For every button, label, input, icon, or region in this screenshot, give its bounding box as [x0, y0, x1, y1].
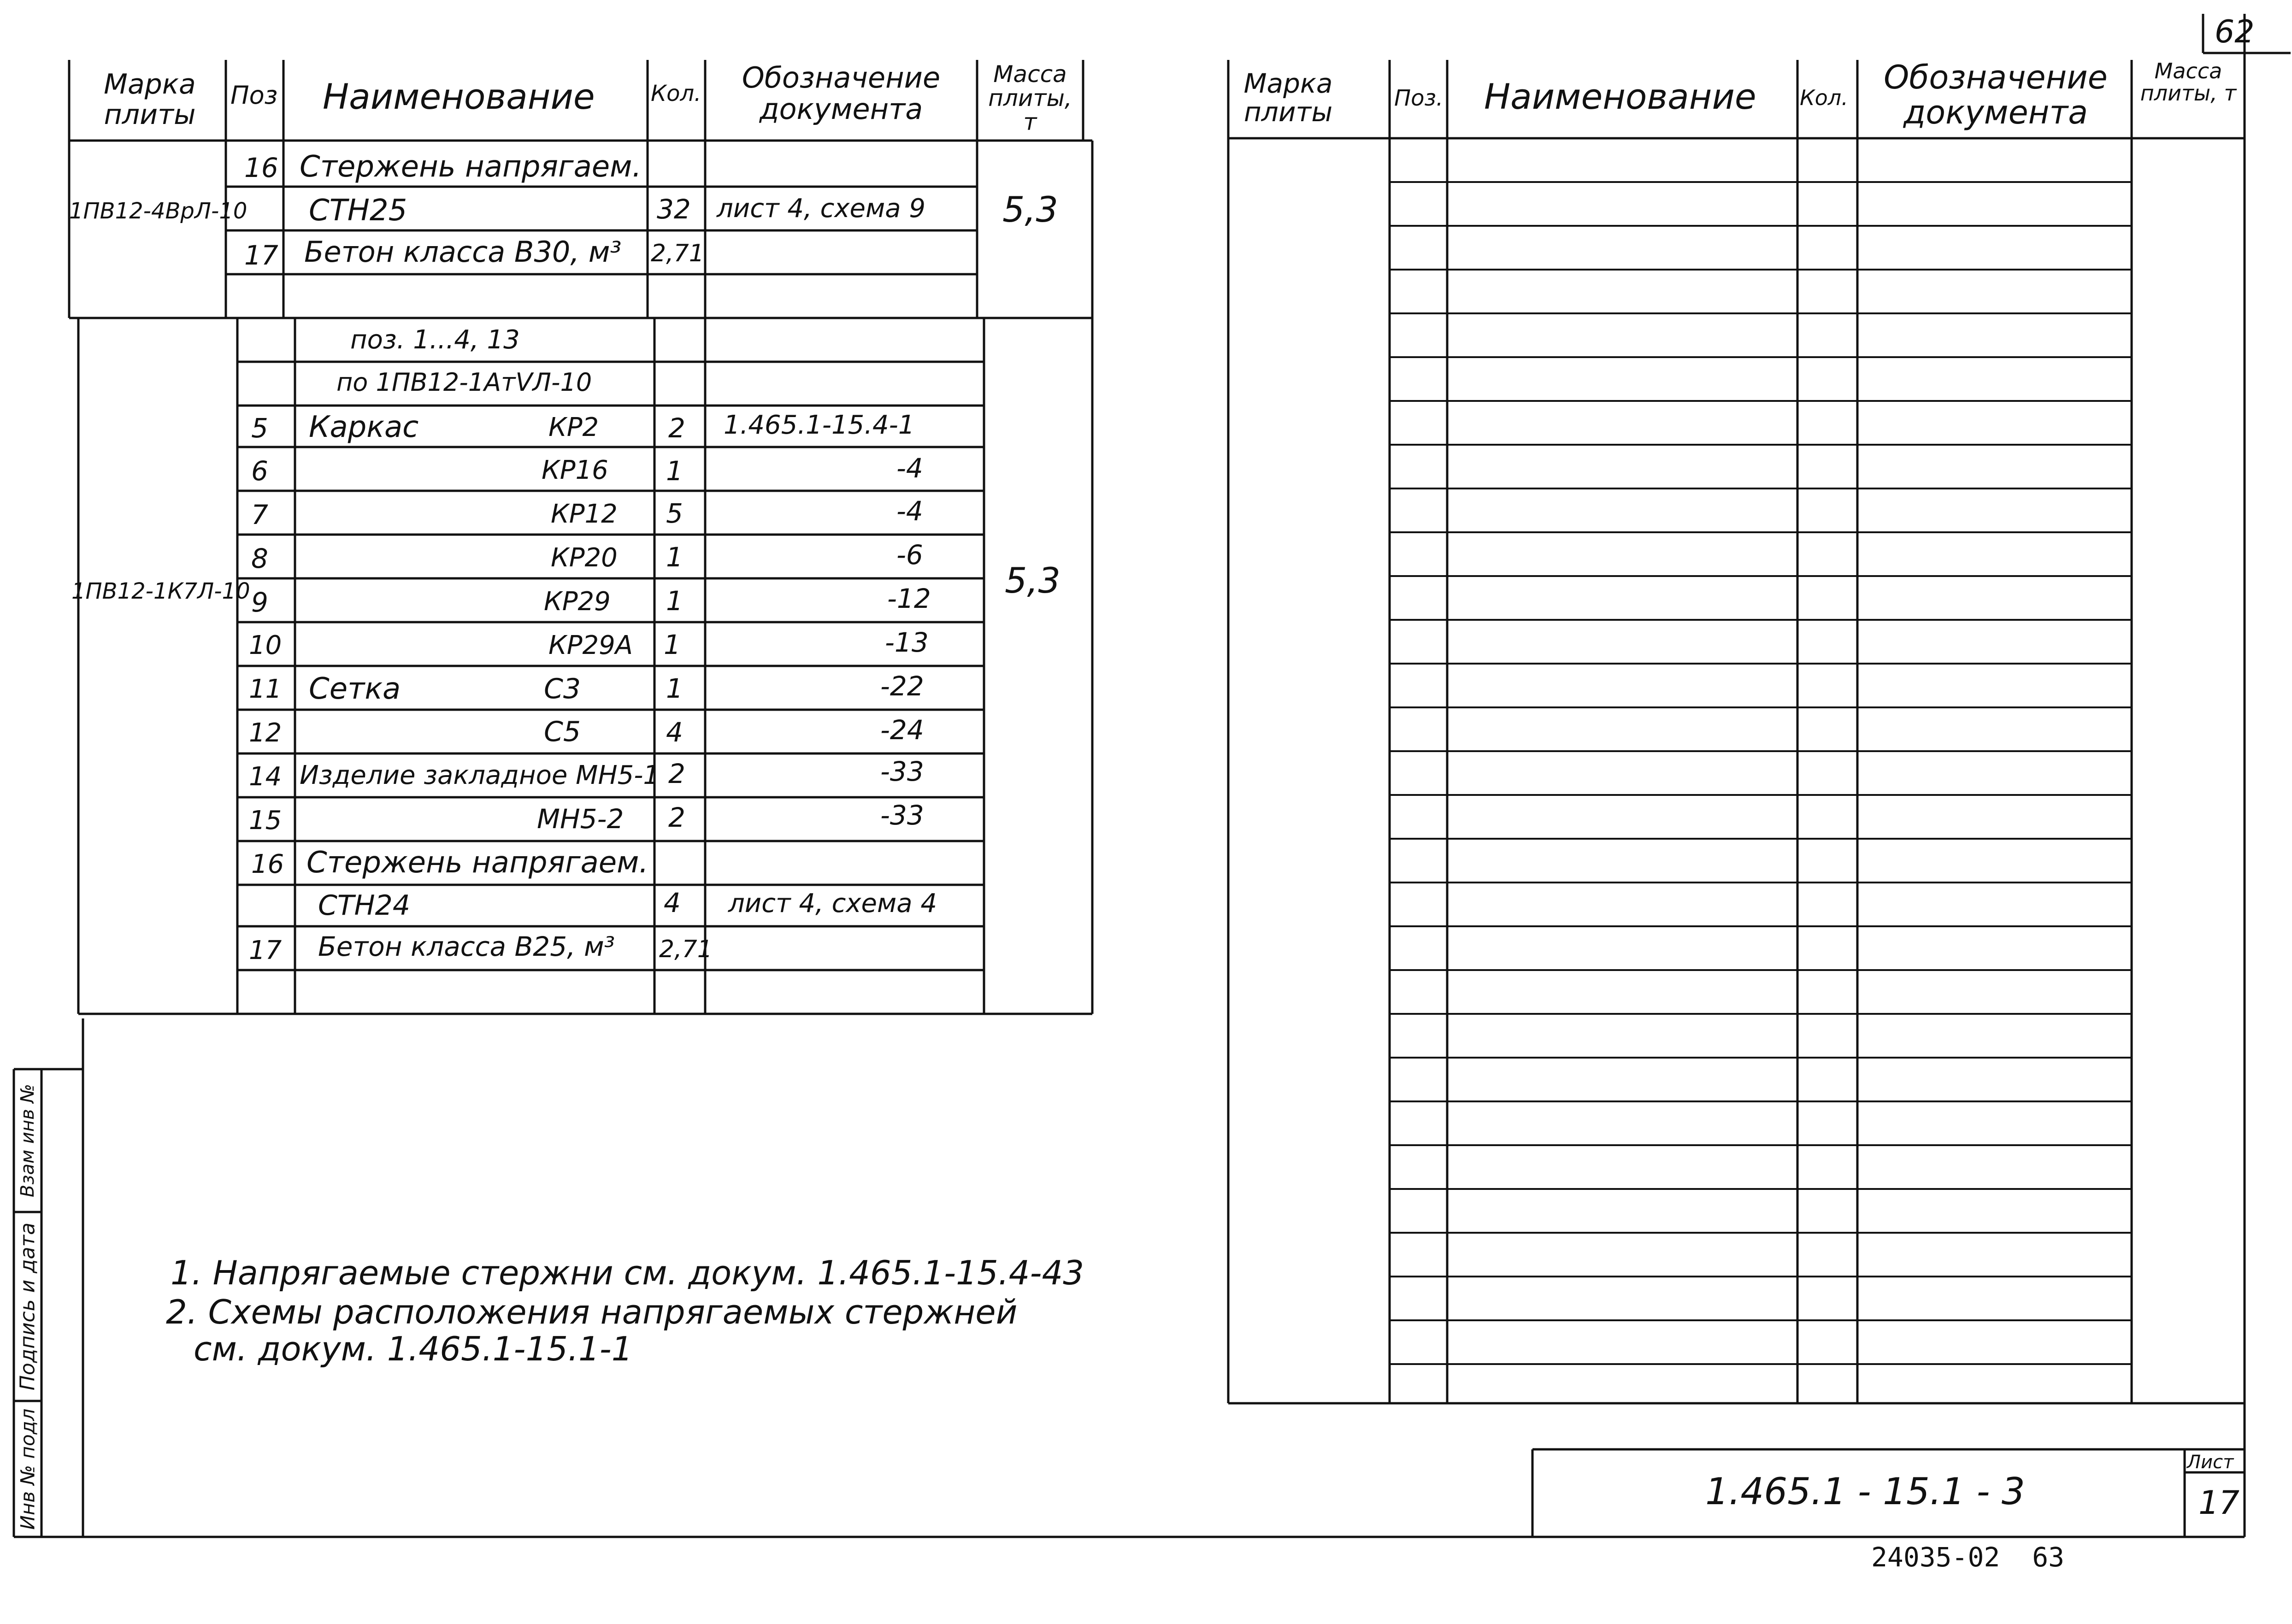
table-row-pos: 7: [251, 499, 268, 530]
note-line-2: 2. Схемы расположения напрягаемых стержней: [166, 1293, 1018, 1331]
group2-mass: 5,3: [1005, 560, 1061, 601]
page-number: 62: [2215, 14, 2255, 50]
table-row-doc: -4: [896, 453, 923, 484]
header-mass-right: Масса плиты, т: [2140, 59, 2237, 106]
table-row-qty: 2,71: [651, 240, 704, 267]
header-name-right: Наименование: [1484, 76, 1756, 117]
table-row-pos: 6: [251, 455, 268, 487]
table-row-qty: 1: [666, 585, 683, 617]
table-row-doc: -24: [880, 714, 924, 746]
table-row-qty: 32: [657, 194, 691, 225]
group1-mass: 5,3: [1002, 189, 1058, 230]
table-row-qty: 1: [666, 673, 683, 704]
table-row-pos: 14: [249, 762, 282, 792]
header-doc-left: Обозначение документа: [742, 61, 941, 126]
table-row-doc: -13: [885, 627, 929, 658]
table-row-name: Бетон класса В25, м³: [318, 931, 615, 962]
header-pos-right: Поз.: [1394, 85, 1444, 111]
header-qty-left: Кол.: [651, 81, 701, 106]
table-row-qty: 2: [668, 412, 685, 444]
table-row-sub: КР29А: [548, 630, 633, 660]
table-row-sub: КР20: [551, 543, 618, 573]
table-row-name: Бетон класса В30, м³: [304, 235, 622, 269]
group2-mark: 1ПВ12-1К7Л-10: [71, 578, 250, 604]
table-row-name: Стержень напрягаем.: [300, 150, 642, 184]
table-row-pos: 9: [251, 587, 268, 618]
table-row-doc: -33: [880, 756, 924, 787]
table-row-qty: 2,71: [659, 936, 713, 963]
table-row-sub: МН5-2: [537, 803, 624, 835]
table-row-qty: 1: [666, 455, 683, 487]
header-pos-left: Поз: [230, 81, 278, 110]
table-row-pos: 5: [251, 412, 268, 444]
table-row-name: Сетка: [309, 672, 401, 706]
table-row-qty: 4: [666, 717, 683, 748]
note-line-3: см. докум. 1.465.1-15.1-1: [194, 1330, 633, 1368]
note-line-1: 1. Напрягаемые стержни см. докум. 1.465.1-15.4-43: [171, 1253, 1084, 1292]
table-row-pos: 17: [249, 936, 282, 965]
table-row-pos: 8: [251, 543, 268, 574]
sheet-label: Лист: [2187, 1452, 2234, 1473]
table-row-pos: 10: [249, 630, 282, 660]
table-row-sub: КР12: [551, 499, 618, 529]
table-row-pos: 15: [249, 806, 282, 836]
header-qty-right: Кол.: [1800, 85, 1848, 110]
table-row-sub: КР2: [548, 412, 599, 442]
header-name-left: Наименование: [323, 76, 595, 117]
table-row-qty: 1: [664, 629, 681, 660]
table-row-qty: 5: [666, 498, 683, 529]
header-mark-right: Марка плиты: [1243, 68, 1333, 128]
table-row-doc: -22: [880, 671, 924, 702]
table-row-pos: 11: [249, 674, 282, 704]
table-row-doc: -33: [880, 800, 924, 831]
table-row-sub: КР29: [544, 587, 611, 617]
table-row-qty: 4: [664, 887, 681, 918]
table-row-doc: лист 4, схема 9: [717, 194, 926, 224]
table-row-qty: 2: [668, 758, 685, 789]
table-row-name: Стержень напрягаем.: [306, 846, 648, 880]
stamp-inv-orig: Инв № подл: [16, 1408, 39, 1530]
header-doc-right: Обозначение документа: [1884, 59, 2108, 131]
table-row-pos: 17: [244, 240, 278, 271]
table-row-pos: 16: [244, 152, 278, 183]
stamp-vzam-inv: Взам инв №: [17, 1083, 38, 1198]
table-row-name: Изделие закладное МН5-1: [300, 760, 660, 790]
table-row-name: по 1ПВ12-1АтVЛ-10: [336, 368, 592, 397]
table-row-name: СТН25: [309, 194, 407, 228]
table-row-qty: 1: [666, 541, 683, 573]
table-row-sub: С3: [544, 673, 581, 705]
sheet-number: 17: [2198, 1484, 2240, 1522]
table-row-name: поз. 1...4, 13: [350, 325, 520, 355]
header-mark-left: Марка плиты: [104, 68, 196, 131]
table-row-pos: 12: [249, 718, 282, 748]
table-row-name: СТН24: [318, 889, 411, 922]
table-row-doc: -6: [896, 539, 923, 571]
document-designation: 1.465.1 - 15.1 - 3: [1705, 1470, 2025, 1513]
table-row-doc: -4: [896, 495, 923, 527]
table-row-doc: -12: [887, 583, 931, 614]
header-mass-left: Масса плиты, т: [988, 61, 1072, 135]
group1-mark: 1ПВ12-4ВрЛ-10: [69, 198, 247, 224]
table-row-pos: 16: [251, 849, 284, 879]
table-row-doc: лист 4, схема 4: [728, 888, 937, 918]
table-row-qty: 2: [668, 802, 685, 833]
table-row-doc: 1.465.1-15.4-1: [724, 410, 915, 440]
archive-code: 24035-02 63: [1871, 1542, 2065, 1573]
stamp-sign-date: Подпись и дата: [16, 1222, 40, 1391]
table-row-sub: КР16: [542, 455, 608, 485]
table-row-name: Каркас: [309, 410, 419, 444]
table-row-sub: С5: [544, 716, 581, 748]
